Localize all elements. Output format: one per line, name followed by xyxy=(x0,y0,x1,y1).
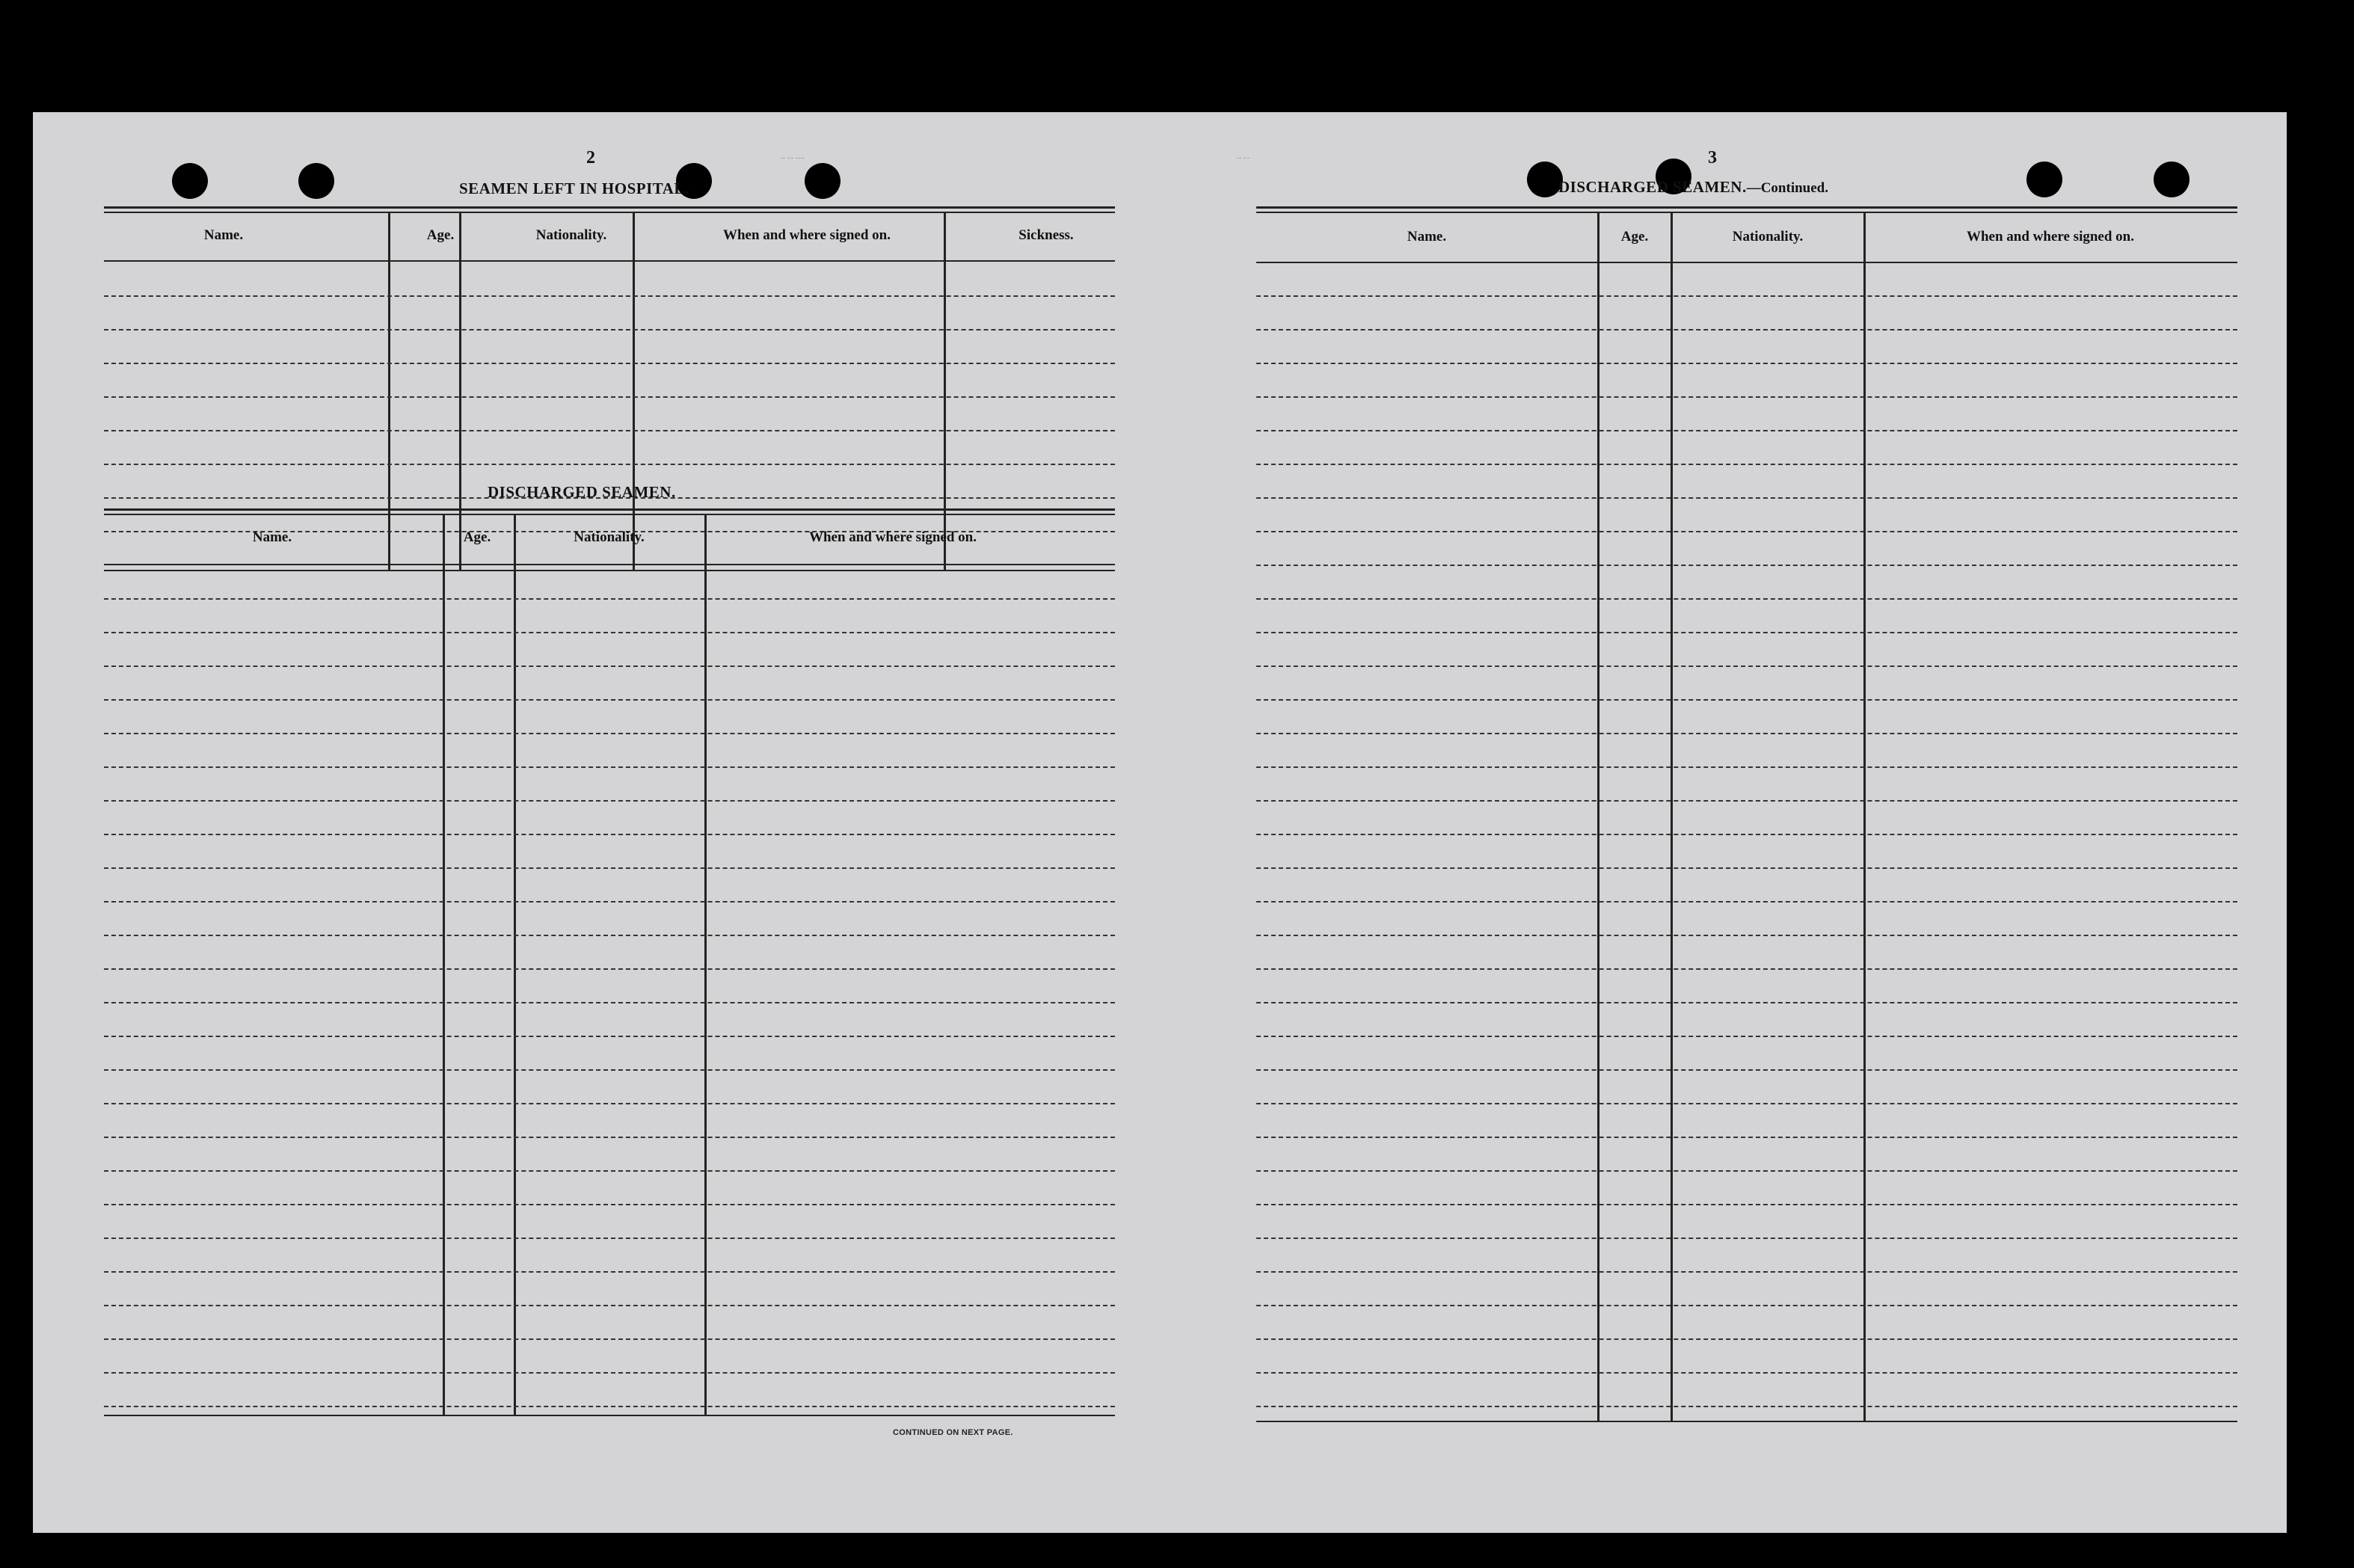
column-header-nationality: Nationality. xyxy=(574,529,645,545)
entry-line xyxy=(104,935,1115,936)
entry-line xyxy=(104,665,1115,667)
column-divider xyxy=(1671,212,1673,1421)
entry-line xyxy=(1256,867,2237,869)
entry-line xyxy=(1256,800,2237,802)
entry-line xyxy=(104,901,1115,903)
table-bottom-rule xyxy=(104,570,1115,571)
entry-line xyxy=(1256,598,2237,600)
entry-line xyxy=(1256,1137,2237,1138)
entry-line xyxy=(104,1137,1115,1138)
entry-line xyxy=(104,464,1115,465)
page-number: 3 xyxy=(1708,148,1717,167)
entry-line xyxy=(1256,935,2237,936)
column-header-sickness: Sickness. xyxy=(1018,227,1074,243)
entry-line xyxy=(104,1271,1115,1273)
entry-line xyxy=(1256,665,2237,667)
column-divider xyxy=(388,212,390,571)
column-divider xyxy=(1597,212,1599,1421)
column-divider xyxy=(459,212,461,571)
punch-hole xyxy=(172,163,208,199)
entry-line xyxy=(104,1069,1115,1071)
column-header-signed-on: When and where signed on. xyxy=(722,227,891,243)
form-fine-print: ·· ··· ···· xyxy=(781,154,805,162)
column-header-name: Name. xyxy=(1407,229,1447,245)
entry-line xyxy=(1256,834,2237,835)
section-title-suffix: —Continued. xyxy=(1746,180,1828,196)
punch-hole xyxy=(2026,162,2062,197)
entry-line xyxy=(1256,430,2237,431)
entry-line xyxy=(1256,766,2237,768)
discharged-continued-title xyxy=(1558,178,1828,197)
entry-line xyxy=(1256,1069,2237,1071)
entry-line xyxy=(104,1406,1115,1407)
entry-line xyxy=(1256,1372,2237,1374)
column-divider xyxy=(944,212,946,571)
column-divider xyxy=(633,212,635,571)
entry-line xyxy=(1256,1170,2237,1172)
entry-line xyxy=(104,1002,1115,1003)
entry-line xyxy=(1256,733,2237,734)
entry-line xyxy=(1256,1305,2237,1306)
entry-line xyxy=(104,396,1115,398)
entry-line xyxy=(1256,632,2237,633)
punch-hole xyxy=(1527,162,1563,197)
entry-line xyxy=(1256,1406,2237,1407)
entry-line xyxy=(1256,295,2237,297)
entry-line xyxy=(1256,1271,2237,1273)
left-page xyxy=(33,112,1155,1533)
section-title-text: DISCHARGED SEAMEN. xyxy=(1558,178,1747,196)
entry-line xyxy=(1256,565,2237,566)
entry-line xyxy=(104,329,1115,330)
entry-line xyxy=(104,1338,1115,1340)
column-header-age: Age. xyxy=(463,529,491,545)
column-divider xyxy=(443,514,445,1415)
entry-line xyxy=(104,1204,1115,1205)
right-page xyxy=(1155,112,2287,1533)
column-header-signed-on: When and where signed on. xyxy=(808,529,977,545)
column-header-nationality: Nationality. xyxy=(535,227,607,243)
table-top-rule xyxy=(1256,206,2237,213)
entry-line xyxy=(1256,1338,2237,1340)
table-bottom-rule xyxy=(104,1415,1115,1416)
entry-line xyxy=(1256,699,2237,701)
header-bottom-rule xyxy=(104,260,1115,262)
column-divider xyxy=(704,514,707,1415)
entry-line xyxy=(104,295,1115,297)
entry-line xyxy=(104,867,1115,869)
continued-note: CONTINUED ON NEXT PAGE. xyxy=(893,1428,1013,1437)
entry-line xyxy=(1256,968,2237,970)
entry-line xyxy=(1256,1103,2237,1104)
entry-line xyxy=(104,834,1115,835)
hospital-section-title: SEAMEN LEFT IN HOSPITAL. xyxy=(459,179,689,197)
entry-line xyxy=(104,598,1115,600)
entry-line xyxy=(1256,1238,2237,1239)
entry-line xyxy=(1256,1002,2237,1003)
entry-line xyxy=(104,699,1115,701)
entry-line xyxy=(1256,363,2237,364)
entry-line xyxy=(104,1103,1115,1104)
entry-line xyxy=(1256,531,2237,532)
column-header-name: Name. xyxy=(252,529,292,545)
column-header-nationality: Nationality. xyxy=(1732,229,1804,245)
column-header-age: Age. xyxy=(426,227,455,243)
entry-line xyxy=(1256,1036,2237,1037)
discharged-section-title: DISCHARGED SEAMEN. xyxy=(488,483,676,501)
column-divider xyxy=(514,514,516,1415)
punch-hole xyxy=(805,163,841,199)
punch-hole xyxy=(2154,162,2189,197)
entry-line xyxy=(104,1305,1115,1306)
header-bottom-rule xyxy=(1256,262,2237,263)
column-header-name: Name. xyxy=(203,227,244,243)
entry-line xyxy=(104,1036,1115,1037)
entry-line xyxy=(1256,464,2237,465)
column-header-signed-on: When and where signed on. xyxy=(1966,229,2134,245)
entry-line xyxy=(1256,901,2237,903)
column-divider xyxy=(1863,212,1866,1421)
punch-hole xyxy=(298,163,334,199)
entry-line xyxy=(104,632,1115,633)
column-header-age: Age. xyxy=(1620,229,1649,245)
entry-line xyxy=(104,430,1115,431)
entry-line xyxy=(1256,1204,2237,1205)
table-top-rule xyxy=(104,508,1115,515)
entry-line xyxy=(104,968,1115,970)
entry-line xyxy=(1256,497,2237,499)
entry-line xyxy=(104,1238,1115,1239)
entry-line xyxy=(104,363,1115,364)
entry-line xyxy=(104,733,1115,734)
entry-line xyxy=(1256,329,2237,330)
entry-line xyxy=(104,1372,1115,1374)
form-fine-print: ·· ··· xyxy=(1237,154,1250,162)
header-bottom-rule xyxy=(104,564,1115,565)
page-number: 2 xyxy=(586,148,595,167)
entry-line xyxy=(1256,396,2237,398)
document-sheet xyxy=(33,112,2287,1533)
table-top-rule xyxy=(104,206,1115,213)
entry-line xyxy=(104,766,1115,768)
entry-line xyxy=(104,800,1115,802)
table-bottom-rule xyxy=(1256,1421,2237,1422)
entry-line xyxy=(104,1170,1115,1172)
